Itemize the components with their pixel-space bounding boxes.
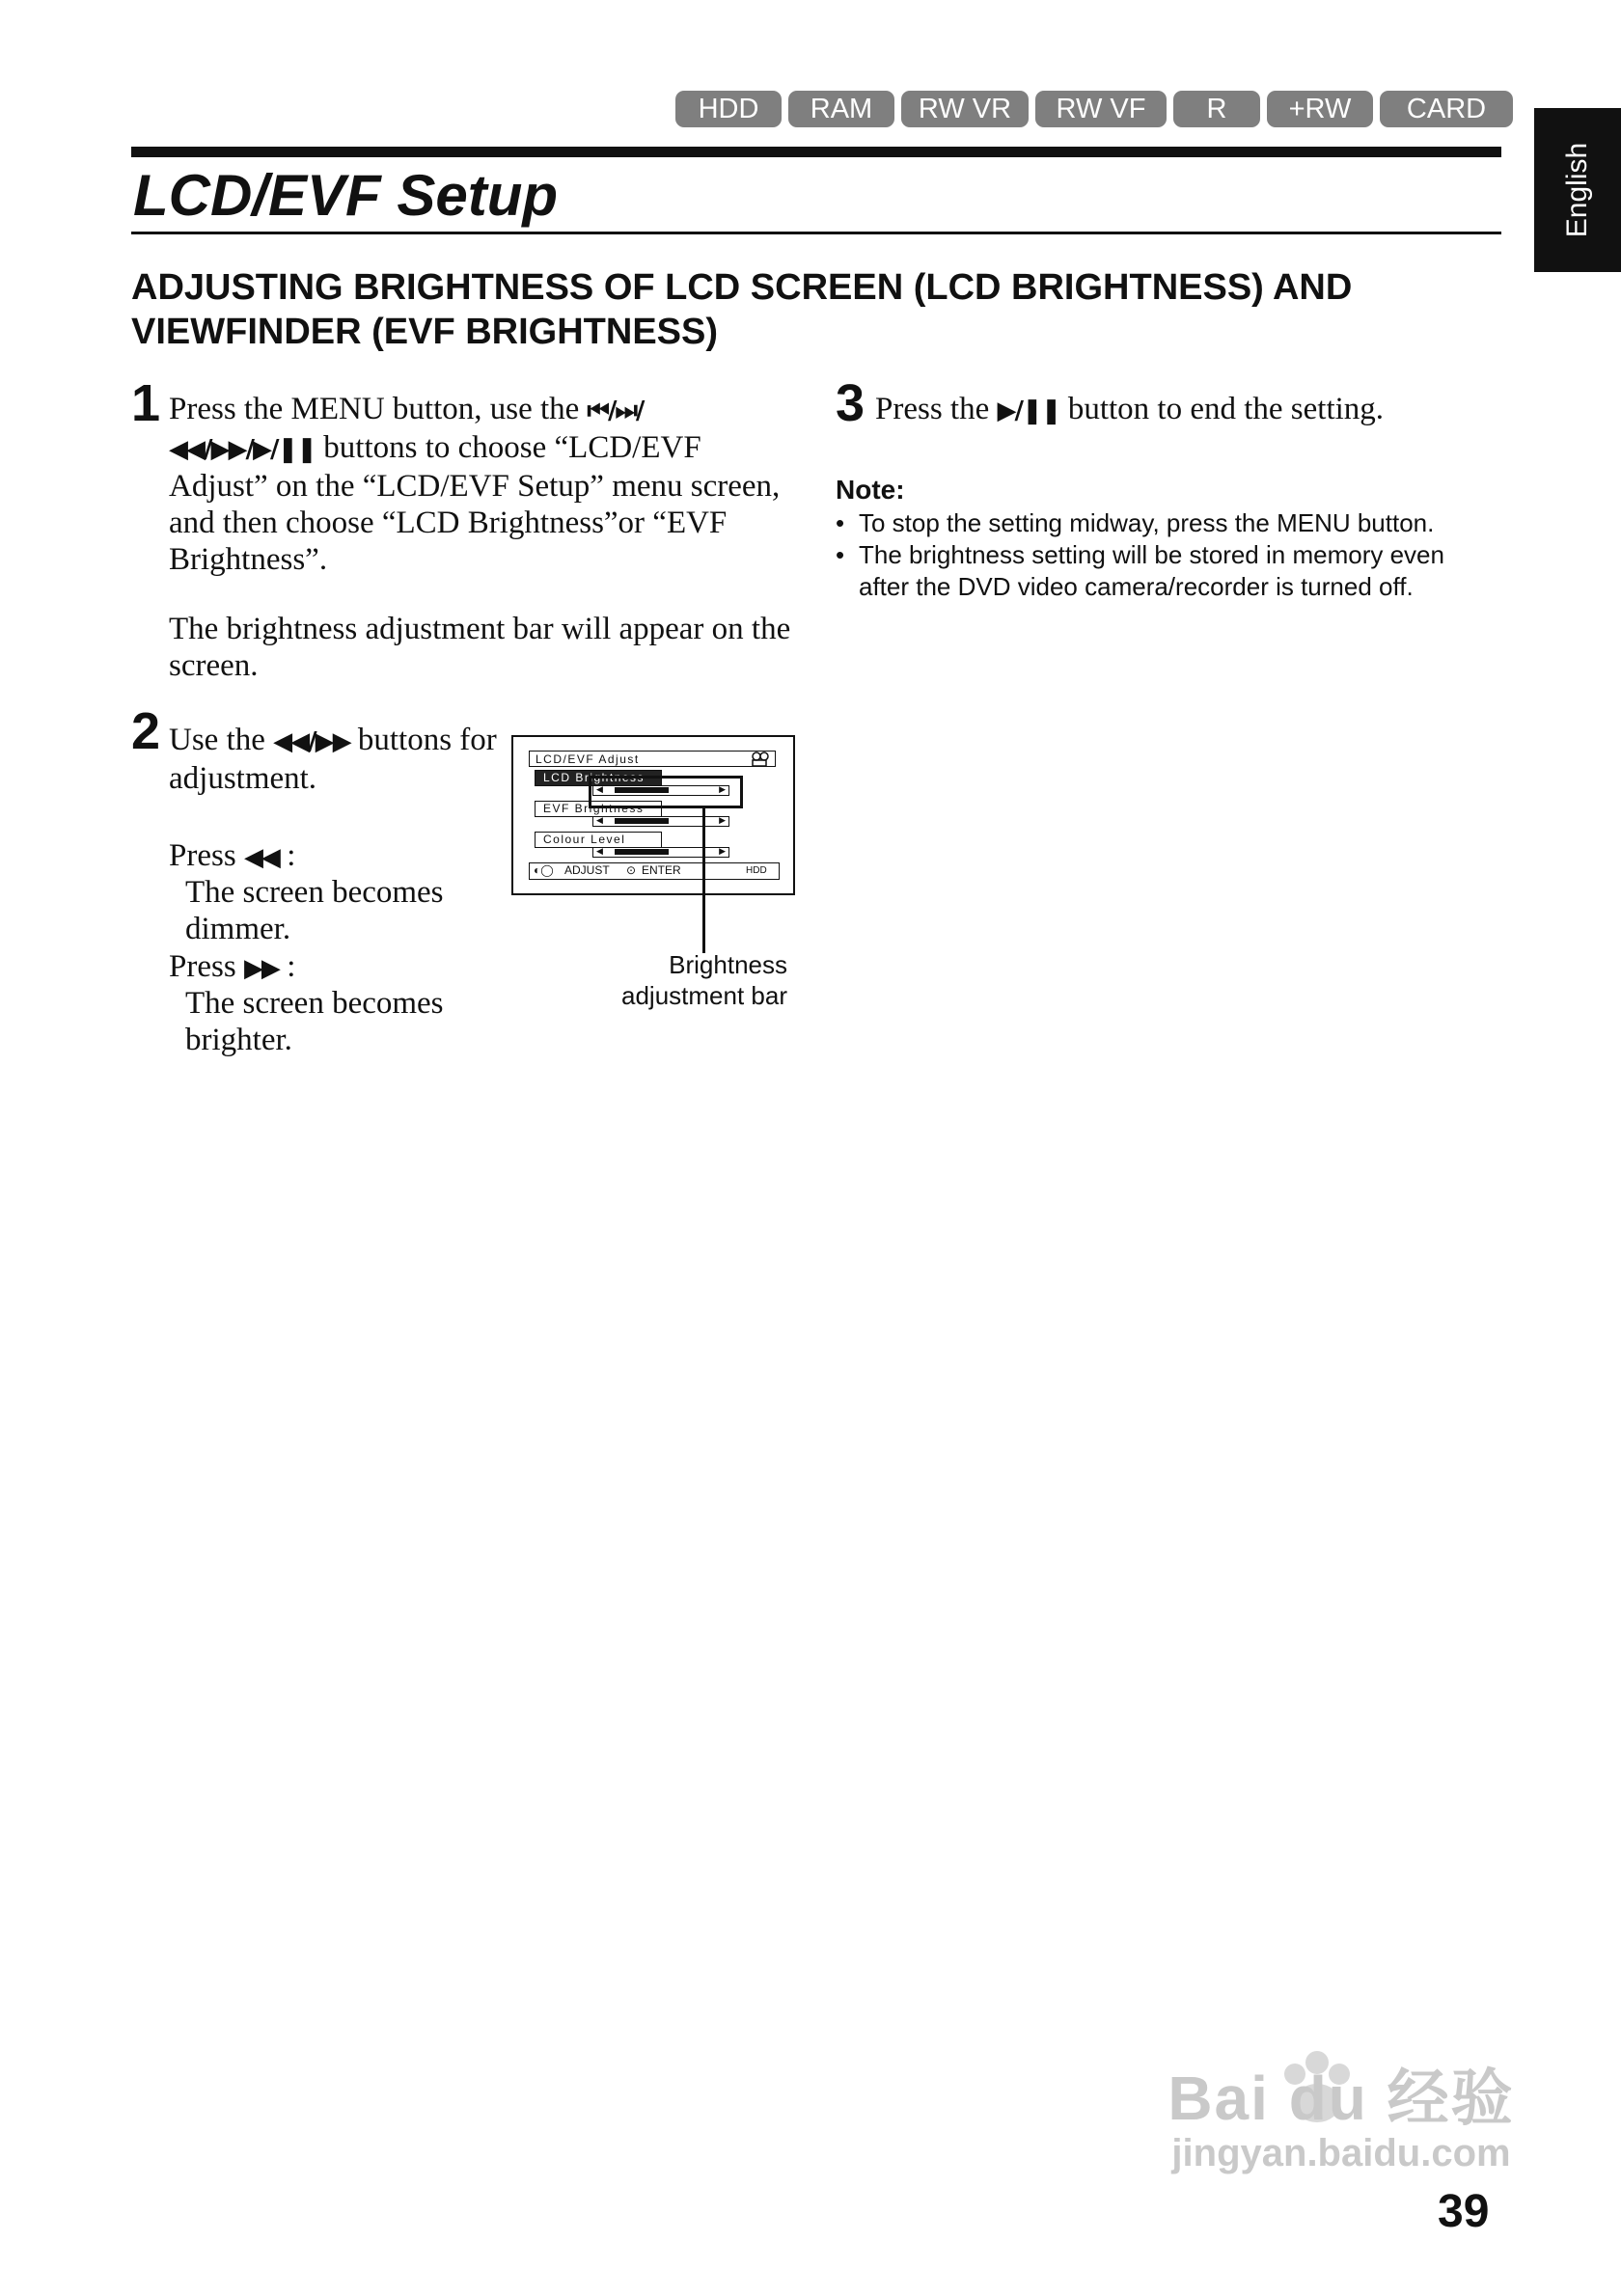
step-1-text-b: buttons to choose “LCD/EVF Adjust” on the “LCD/EVF Setup” menu screen, and then choose “LCD Brightness”or “EVF Brightness”.: [169, 430, 781, 577]
step-3-text: [875, 391, 1512, 429]
screen-item-evf-brightness: EVF Brightness: [535, 801, 662, 817]
title-bottom-rule: [131, 232, 1501, 234]
press-ff-colon: :: [287, 949, 296, 984]
press-rew-label: [169, 837, 295, 876]
press-ff-word: Press: [169, 949, 236, 984]
fast-forward-icon: ▶▶: [243, 954, 279, 983]
page-number: 39: [1438, 2186, 1490, 2237]
enter-icon: ⊙: [626, 863, 637, 877]
footer-adjust: ADJUST: [564, 863, 610, 877]
note-item: • The brightness setting will be stored in memory even after the DVD video camera/recorder is turned off.: [836, 539, 1501, 603]
step-3-number: 3: [836, 374, 865, 432]
press-ff-desc: The screen becomes brighter.: [185, 986, 444, 1057]
language-tab-label: English: [1561, 142, 1593, 238]
baidu-watermark: [1148, 2064, 1534, 2174]
bar-fill: [615, 849, 669, 855]
footer-enter: ENTER: [642, 863, 681, 877]
screen-item-lcd-brightness: LCD Brightness: [535, 770, 662, 786]
rew-ff-play-pause-icon: ◀◀/▶▶/▶/❚❚: [169, 435, 316, 464]
bar-left-arrow-icon: ◀: [596, 784, 603, 794]
step-2-text-a: Use the: [169, 723, 265, 757]
language-tab: [1534, 108, 1621, 272]
rew-ff-icon: ◀◀/▶▶: [273, 727, 350, 756]
media-tab-card: CARD: [1380, 91, 1513, 127]
callout-highlight-box: [589, 776, 743, 808]
colour-level-bar: [592, 847, 729, 858]
skip-buttons-icon: ⏮/⏭/: [587, 396, 644, 425]
media-tab-rw-vr: RW VR: [901, 91, 1029, 127]
callout-label: Brightness adjustment bar: [621, 950, 787, 1010]
note-item: • To stop the setting midway, press the MENU button.: [836, 507, 1501, 539]
menu-screen-illustration: [511, 735, 795, 895]
step-1-extra: The brightness adjustment bar will appear on the screen.: [169, 612, 791, 683]
title-top-rule: [131, 147, 1501, 157]
watermark-brand: Bai du 经验: [1168, 2064, 1515, 2133]
evf-brightness-bar: [592, 816, 729, 827]
step-3-text-a: Press the: [875, 392, 990, 426]
screen-footer: [529, 862, 780, 880]
media-tab-plus-rw: +RW: [1267, 91, 1373, 127]
press-rew-colon: :: [287, 838, 296, 873]
adjust-dial-icon: ◐◯: [534, 863, 554, 877]
note-title: Note:: [836, 475, 905, 505]
camera-icon: [749, 752, 772, 767]
step-2-text: [169, 722, 507, 797]
callout-line: [702, 808, 705, 953]
press-ff-label: [169, 948, 295, 987]
note-list: [836, 507, 1501, 603]
rewind-icon: ◀◀: [243, 843, 279, 872]
bar-left-arrow-icon: ◀: [596, 846, 603, 856]
media-tab-ram: RAM: [788, 91, 894, 127]
step-1-number: 1: [131, 374, 161, 432]
media-tab-r: R: [1173, 91, 1260, 127]
step-1-text: [169, 391, 806, 578]
media-tab-hdd: HDD: [675, 91, 782, 127]
screen-item-colour-level: Colour Level: [535, 832, 662, 848]
step-1-text-a: Press the MENU button, use the: [169, 392, 580, 426]
bar-right-arrow-icon: ▶: [719, 815, 726, 825]
bar-right-arrow-icon: ▶: [719, 784, 726, 794]
section-heading: ADJUSTING BRIGHTNESS OF LCD SCREEN (LCD BRIGHTNESS) AND VIEWFINDER (EVF BRIGHTNESS): [131, 267, 1353, 352]
footer-media: HDD: [746, 865, 767, 876]
press-rew-word: Press: [169, 838, 236, 873]
watermark-url: jingyan.baidu.com: [1171, 2132, 1511, 2174]
bar-left-arrow-icon: ◀: [596, 815, 603, 825]
press-rew-desc: The screen becomes dimmer.: [185, 875, 444, 946]
media-tabs: [675, 91, 1513, 127]
page-title: LCD/EVF Setup: [133, 163, 559, 228]
step-2-number: 2: [131, 702, 161, 760]
bar-fill: [615, 818, 669, 824]
media-tab-rw-vf: RW VF: [1035, 91, 1167, 127]
bar-right-arrow-icon: ▶: [719, 846, 726, 856]
screen-title: LCD/EVF Adjust: [529, 751, 776, 767]
play-pause-icon: ▶/❚❚: [997, 396, 1060, 425]
step-2-text-b: buttons for adjustment.: [169, 723, 497, 796]
step-3-text-b: button to end the setting.: [1067, 392, 1385, 426]
